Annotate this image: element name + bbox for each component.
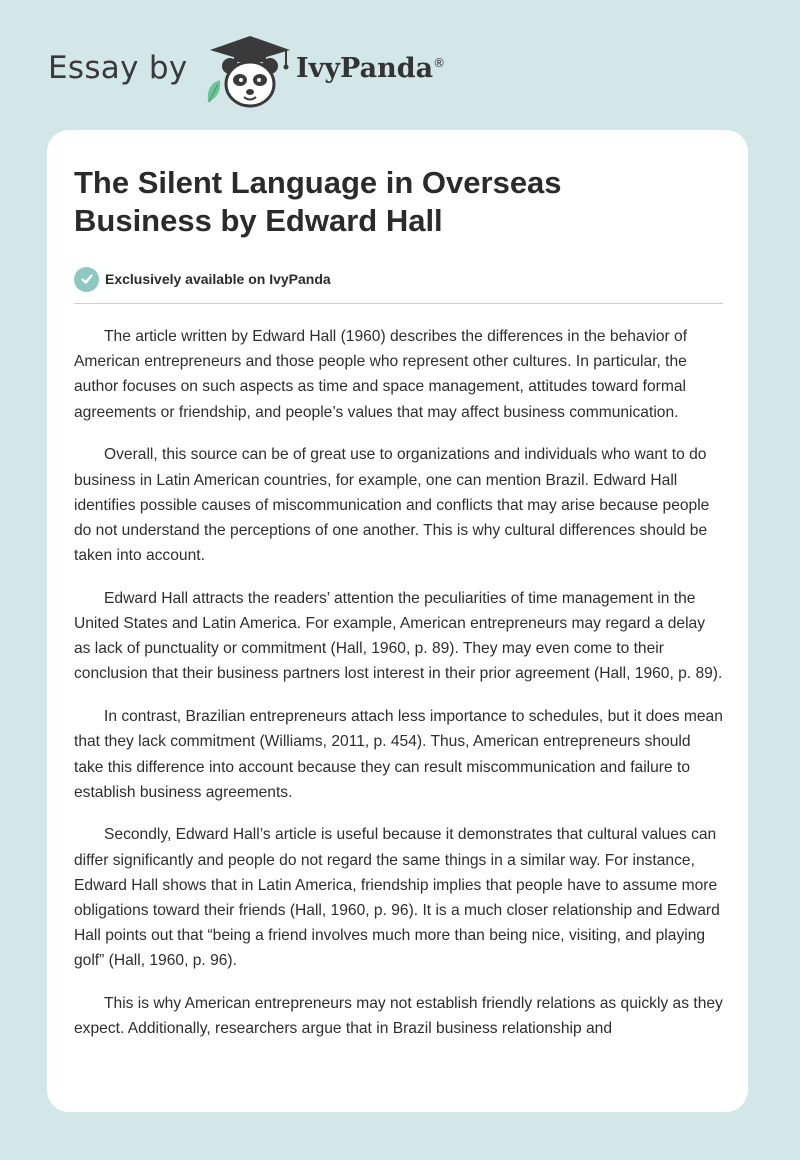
brand-prefix: Essay by bbox=[48, 50, 188, 86]
brand-name[interactable] bbox=[296, 53, 445, 84]
essay-card bbox=[47, 130, 748, 1112]
paragraph: The article written by Edward Hall (1960) describes the differences in the behavior of American entrepreneurs and those people who represent other cultures. In particular, the author focuses on such aspects as time and space management, attitudes toward formal agreements or friendship, and people’s values that may affect business communication. bbox=[74, 328, 688, 421]
divider bbox=[74, 303, 723, 304]
paragraph: Edward Hall attracts the readers’ attention the peculiarities of time management in the United States and Latin America. For example, American entrepreneurs may regard a delay as lack of punctuality or commitment (Hall, 1960, p. 89). They may even come to their conclusion that their business partners lost interest in their prior agreement (Hall, 1960, p. 89). bbox=[74, 589, 723, 683]
article-body bbox=[74, 324, 723, 1042]
checkmark-icon bbox=[74, 267, 99, 292]
paragraph: This is why American entrepreneurs may not establish friendly relations as quickly as they expect. Additionally, researchers argue that in Brazil business relationship and bbox=[74, 995, 723, 1038]
exclusive-badge bbox=[74, 266, 723, 292]
paragraph: Secondly, Edward Hall’s article is useful because it demonstrates that cultural values can differ significantly and people do not regard the same things in a similar way. For instance, Edward Hall shows that in Latin America, friendship implies that people have to assume more obligations toward their friends (Hall, 1960, p. 96). It is a much closer relationship and Edward Hall points out that “being a friend involves much more than being nice, visiting, and playing golf” (Hall, 1960, p. 96). bbox=[74, 826, 720, 970]
badge-label: Exclusively available on IvyPanda bbox=[105, 271, 331, 287]
site-header bbox=[0, 0, 800, 130]
page-title: The Silent Language in Overseas Business by Edward Hall bbox=[74, 165, 562, 238]
registered-mark: ® bbox=[433, 56, 446, 70]
brand-name-text: IvyPanda bbox=[296, 53, 434, 84]
paragraph: Overall, this source can be of great use to organizations and individuals who want to do business in Latin American countries, for example, one can mention Brazil. Edward Hall identifies possible causes of miscommunication and conflicts that may arise because people do not understand the perceptions of one another. This is why cultural differences should be taken into account. bbox=[74, 446, 710, 565]
paragraph: In contrast, Brazilian entrepreneurs attach less importance to schedules, but it does mean that they lack commitment (Williams, 2011, p. 454). Thus, American entrepreneurs should take this difference into account because they can result miscommunication and failure to establish business agreements. bbox=[74, 708, 723, 801]
panda-logo-icon[interactable] bbox=[200, 32, 300, 110]
